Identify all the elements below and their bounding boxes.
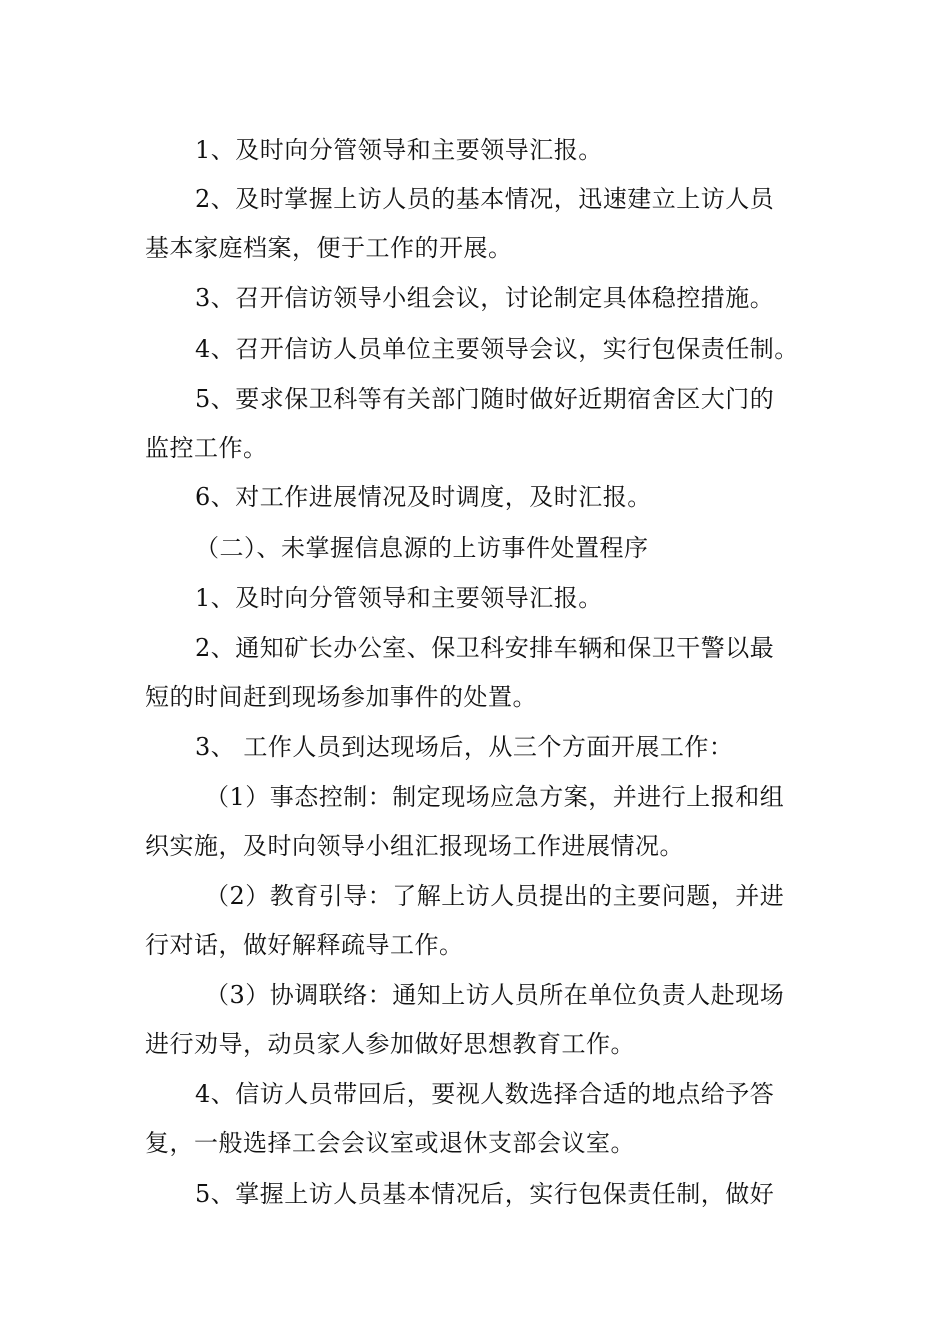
paragraph-line: 进行劝导，动员家人参加做好思想教育工作。 [145,1030,635,1058]
paragraph-line: 行对话，做好解释疏导工作。 [145,931,464,959]
paragraph-line: 监控工作。 [145,434,268,462]
paragraph-line: 短的时间赶到现场参加事件的处置。 [145,683,537,711]
paragraph-line: 5、掌握上访人员基本情况后，实行包保责任制，做好 [195,1180,775,1208]
paragraph-line: 2、及时掌握上访人员的基本情况，迅速建立上访人员 [195,185,775,213]
paragraph-line: 3、 工作人员到达现场后，从三个方面开展工作： [195,733,734,761]
paragraph-line: 1、及时向分管领导和主要领导汇报。 [195,584,603,612]
paragraph-line: 4、召开信访人员单位主要领导会议，实行包保责任制。 [195,335,799,363]
section-heading: （二）、未掌握信息源的上访事件处置程序 [195,534,649,562]
paragraph-line: 1、及时向分管领导和主要领导汇报。 [195,136,603,164]
paragraph-line: 复，一般选择工会会议室或退休支部会议室。 [145,1129,635,1157]
paragraph-line: （3）协调联络：通知上访人员所在单位负责人赴现场 [205,981,785,1009]
paragraph-line: 4、信访人员带回后，要视人数选择合适的地点给予答 [195,1080,775,1108]
paragraph-line: 2、通知矿长办公室、保卫科安排车辆和保卫干警以最 [195,634,775,662]
paragraph-line: 6、对工作进展情况及时调度，及时汇报。 [195,483,652,511]
paragraph-line: （2）教育引导：了解上访人员提出的主要问题，并进 [205,882,785,910]
paragraph-line: （1）事态控制：制定现场应急方案，并进行上报和组 [205,783,785,811]
paragraph-line: 3、召开信访领导小组会议，讨论制定具体稳控措施。 [195,284,775,312]
paragraph-line: 织实施，及时向领导小组汇报现场工作进展情况。 [145,832,684,860]
paragraph-line: 基本家庭档案，便于工作的开展。 [145,234,513,262]
paragraph-line: 5、要求保卫科等有关部门随时做好近期宿舍区大门的 [195,385,775,413]
